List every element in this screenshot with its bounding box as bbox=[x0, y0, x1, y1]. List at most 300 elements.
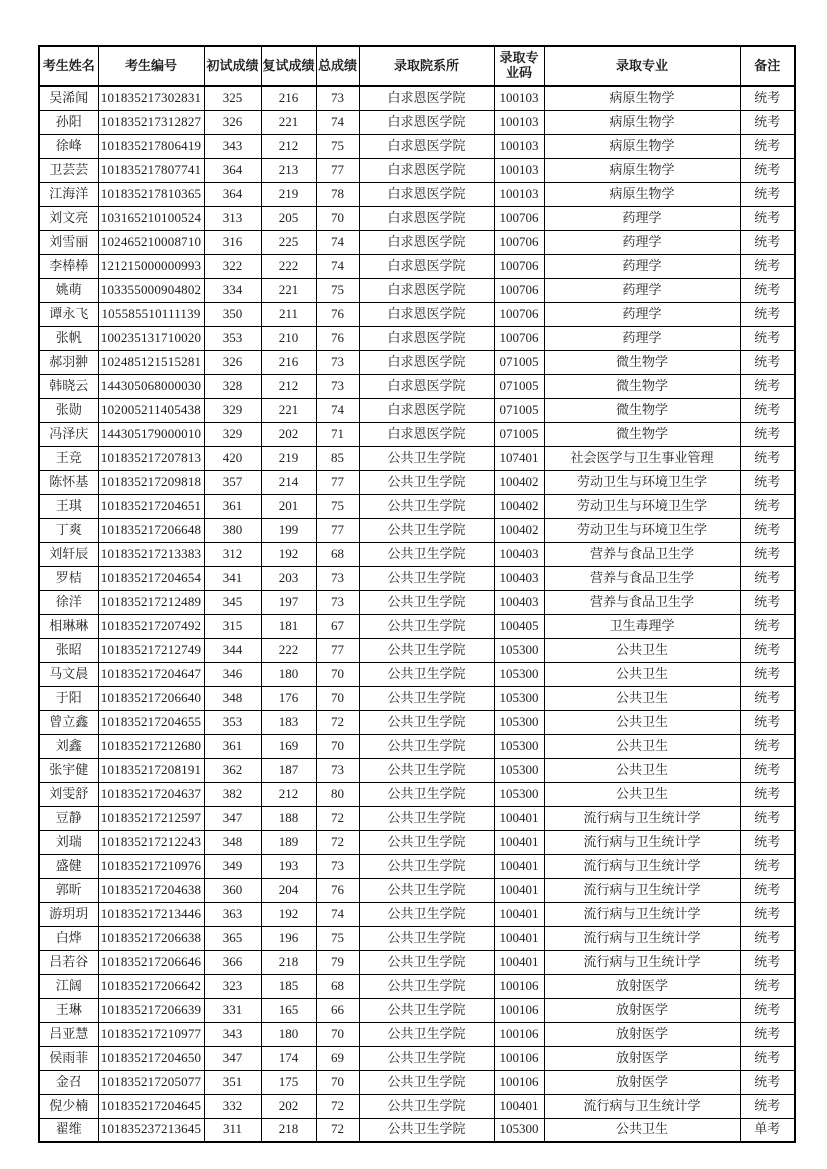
cell-s2: 204 bbox=[261, 878, 316, 902]
cell-note: 统考 bbox=[740, 878, 795, 902]
cell-total: 74 bbox=[316, 398, 359, 422]
cell-id: 101835217208191 bbox=[98, 758, 204, 782]
table-row bbox=[39, 206, 795, 230]
cell-s1: 326 bbox=[204, 110, 261, 134]
cell-note: 统考 bbox=[740, 734, 795, 758]
cell-major: 药理学 bbox=[544, 302, 740, 326]
cell-code: 100706 bbox=[494, 230, 544, 254]
cell-name: 郭昕 bbox=[39, 878, 98, 902]
table-row bbox=[39, 686, 795, 710]
cell-s1: 348 bbox=[204, 686, 261, 710]
cell-dept: 白求恩医学院 bbox=[359, 110, 494, 134]
cell-id: 100235131710020 bbox=[98, 326, 204, 350]
table-row bbox=[39, 1046, 795, 1070]
cell-total: 77 bbox=[316, 518, 359, 542]
column-header-note: 备注 bbox=[740, 46, 795, 86]
table-row bbox=[39, 806, 795, 830]
cell-name: 刘文亮 bbox=[39, 206, 98, 230]
table-row bbox=[39, 662, 795, 686]
cell-major: 放射医学 bbox=[544, 998, 740, 1022]
cell-s1: 347 bbox=[204, 1046, 261, 1070]
cell-note: 统考 bbox=[740, 86, 795, 110]
cell-name: 冯泽庆 bbox=[39, 422, 98, 446]
cell-name: 张昭 bbox=[39, 638, 98, 662]
cell-name: 刘鑫 bbox=[39, 734, 98, 758]
cell-name: 张帆 bbox=[39, 326, 98, 350]
cell-code: 100401 bbox=[494, 878, 544, 902]
column-header-name: 考生姓名 bbox=[39, 46, 98, 86]
cell-code: 100401 bbox=[494, 806, 544, 830]
cell-note: 统考 bbox=[740, 1046, 795, 1070]
table-row bbox=[39, 350, 795, 374]
cell-total: 70 bbox=[316, 1070, 359, 1094]
cell-note: 统考 bbox=[740, 638, 795, 662]
cell-dept: 公共卫生学院 bbox=[359, 638, 494, 662]
table-row bbox=[39, 110, 795, 134]
cell-s2: 183 bbox=[261, 710, 316, 734]
cell-major: 药理学 bbox=[544, 326, 740, 350]
cell-s1: 323 bbox=[204, 974, 261, 998]
table-row bbox=[39, 998, 795, 1022]
cell-dept: 公共卫生学院 bbox=[359, 590, 494, 614]
cell-code: 100106 bbox=[494, 998, 544, 1022]
cell-dept: 白求恩医学院 bbox=[359, 230, 494, 254]
cell-total: 80 bbox=[316, 782, 359, 806]
cell-total: 70 bbox=[316, 686, 359, 710]
cell-major: 流行病与卫生统计学 bbox=[544, 950, 740, 974]
table-row bbox=[39, 974, 795, 998]
cell-dept: 公共卫生学院 bbox=[359, 566, 494, 590]
cell-s1: 351 bbox=[204, 1070, 261, 1094]
cell-total: 74 bbox=[316, 254, 359, 278]
cell-major: 公共卫生 bbox=[544, 710, 740, 734]
cell-major: 劳动卫生与环境卫生学 bbox=[544, 518, 740, 542]
cell-s1: 347 bbox=[204, 806, 261, 830]
cell-dept: 公共卫生学院 bbox=[359, 446, 494, 470]
cell-dept: 公共卫生学院 bbox=[359, 710, 494, 734]
cell-note: 统考 bbox=[740, 710, 795, 734]
cell-major: 流行病与卫生统计学 bbox=[544, 902, 740, 926]
cell-id: 144305068000030 bbox=[98, 374, 204, 398]
cell-s1: 344 bbox=[204, 638, 261, 662]
cell-id: 101835217212749 bbox=[98, 638, 204, 662]
cell-s1: 361 bbox=[204, 734, 261, 758]
cell-name: 徐峰 bbox=[39, 134, 98, 158]
cell-s2: 216 bbox=[261, 350, 316, 374]
cell-s1: 316 bbox=[204, 230, 261, 254]
cell-note: 统考 bbox=[740, 1022, 795, 1046]
table-row bbox=[39, 278, 795, 302]
cell-dept: 白求恩医学院 bbox=[359, 158, 494, 182]
table-row bbox=[39, 422, 795, 446]
cell-code: 100403 bbox=[494, 566, 544, 590]
cell-s2: 187 bbox=[261, 758, 316, 782]
cell-total: 72 bbox=[316, 830, 359, 854]
cell-code: 100401 bbox=[494, 926, 544, 950]
cell-code: 105300 bbox=[494, 782, 544, 806]
cell-s1: 315 bbox=[204, 614, 261, 638]
cell-id: 101835217204650 bbox=[98, 1046, 204, 1070]
table-body bbox=[39, 86, 795, 1142]
cell-dept: 公共卫生学院 bbox=[359, 1118, 494, 1142]
cell-id: 101835217206638 bbox=[98, 926, 204, 950]
cell-s2: 222 bbox=[261, 638, 316, 662]
cell-s1: 331 bbox=[204, 998, 261, 1022]
table-row bbox=[39, 1094, 795, 1118]
table-row bbox=[39, 1070, 795, 1094]
cell-dept: 白求恩医学院 bbox=[359, 374, 494, 398]
cell-s1: 325 bbox=[204, 86, 261, 110]
cell-name: 翟维 bbox=[39, 1118, 98, 1142]
cell-s1: 343 bbox=[204, 134, 261, 158]
cell-note: 统考 bbox=[740, 926, 795, 950]
table-row bbox=[39, 566, 795, 590]
cell-name: 曾立鑫 bbox=[39, 710, 98, 734]
cell-major: 公共卫生 bbox=[544, 782, 740, 806]
table-row bbox=[39, 878, 795, 902]
cell-id: 144305179000010 bbox=[98, 422, 204, 446]
cell-dept: 白求恩医学院 bbox=[359, 254, 494, 278]
cell-s1: 362 bbox=[204, 758, 261, 782]
cell-code: 105300 bbox=[494, 662, 544, 686]
cell-s2: 218 bbox=[261, 1118, 316, 1142]
cell-note: 统考 bbox=[740, 662, 795, 686]
cell-s1: 382 bbox=[204, 782, 261, 806]
cell-code: 100401 bbox=[494, 830, 544, 854]
cell-id: 101835217312827 bbox=[98, 110, 204, 134]
cell-total: 70 bbox=[316, 662, 359, 686]
cell-total: 76 bbox=[316, 326, 359, 350]
cell-note: 统考 bbox=[740, 110, 795, 134]
cell-s1: 365 bbox=[204, 926, 261, 950]
cell-name: 陈怀基 bbox=[39, 470, 98, 494]
cell-note: 统考 bbox=[740, 302, 795, 326]
cell-s1: 329 bbox=[204, 422, 261, 446]
cell-id: 101835217204638 bbox=[98, 878, 204, 902]
table-row bbox=[39, 614, 795, 638]
cell-code: 107401 bbox=[494, 446, 544, 470]
cell-id: 101835217210977 bbox=[98, 1022, 204, 1046]
cell-name: 张宇健 bbox=[39, 758, 98, 782]
cell-id: 101835217204655 bbox=[98, 710, 204, 734]
cell-code: 100706 bbox=[494, 326, 544, 350]
cell-s1: 350 bbox=[204, 302, 261, 326]
cell-note: 统考 bbox=[740, 1070, 795, 1094]
cell-dept: 公共卫生学院 bbox=[359, 878, 494, 902]
cell-s1: 334 bbox=[204, 278, 261, 302]
table-row bbox=[39, 398, 795, 422]
cell-total: 72 bbox=[316, 710, 359, 734]
cell-code: 105300 bbox=[494, 710, 544, 734]
cell-name: 吴浠闻 bbox=[39, 86, 98, 110]
cell-dept: 公共卫生学院 bbox=[359, 902, 494, 926]
table-row bbox=[39, 758, 795, 782]
cell-note: 统考 bbox=[740, 902, 795, 926]
cell-major: 放射医学 bbox=[544, 1046, 740, 1070]
cell-name: 倪少楠 bbox=[39, 1094, 98, 1118]
cell-total: 76 bbox=[316, 878, 359, 902]
cell-s2: 176 bbox=[261, 686, 316, 710]
cell-s2: 221 bbox=[261, 110, 316, 134]
cell-s2: 185 bbox=[261, 974, 316, 998]
cell-total: 72 bbox=[316, 1094, 359, 1118]
cell-note: 统考 bbox=[740, 350, 795, 374]
cell-major: 微生物学 bbox=[544, 374, 740, 398]
cell-s2: 205 bbox=[261, 206, 316, 230]
cell-name: 江阔 bbox=[39, 974, 98, 998]
cell-s1: 364 bbox=[204, 158, 261, 182]
cell-id: 101835217206640 bbox=[98, 686, 204, 710]
cell-name: 郝羽翀 bbox=[39, 350, 98, 374]
cell-s1: 361 bbox=[204, 494, 261, 518]
cell-total: 73 bbox=[316, 374, 359, 398]
cell-s1: 311 bbox=[204, 1118, 261, 1142]
table-row bbox=[39, 86, 795, 110]
cell-major: 病原生物学 bbox=[544, 134, 740, 158]
cell-s1: 353 bbox=[204, 710, 261, 734]
cell-major: 病原生物学 bbox=[544, 110, 740, 134]
cell-major: 流行病与卫生统计学 bbox=[544, 854, 740, 878]
cell-dept: 白求恩医学院 bbox=[359, 326, 494, 350]
cell-major: 劳动卫生与环境卫生学 bbox=[544, 494, 740, 518]
cell-note: 统考 bbox=[740, 590, 795, 614]
cell-name: 李棒棒 bbox=[39, 254, 98, 278]
cell-note: 统考 bbox=[740, 230, 795, 254]
cell-s1: 360 bbox=[204, 878, 261, 902]
table-row bbox=[39, 734, 795, 758]
cell-total: 78 bbox=[316, 182, 359, 206]
cell-name: 吕亚慧 bbox=[39, 1022, 98, 1046]
table-row bbox=[39, 374, 795, 398]
cell-s2: 165 bbox=[261, 998, 316, 1022]
cell-name: 姚萌 bbox=[39, 278, 98, 302]
cell-dept: 公共卫生学院 bbox=[359, 686, 494, 710]
table-row bbox=[39, 710, 795, 734]
cell-note: 统考 bbox=[740, 158, 795, 182]
cell-total: 68 bbox=[316, 974, 359, 998]
cell-total: 74 bbox=[316, 110, 359, 134]
cell-s2: 193 bbox=[261, 854, 316, 878]
cell-id: 101835217204651 bbox=[98, 494, 204, 518]
cell-note: 统考 bbox=[740, 422, 795, 446]
cell-s2: 196 bbox=[261, 926, 316, 950]
cell-note: 统考 bbox=[740, 542, 795, 566]
cell-major: 劳动卫生与环境卫生学 bbox=[544, 470, 740, 494]
cell-s1: 357 bbox=[204, 470, 261, 494]
cell-name: 盛健 bbox=[39, 854, 98, 878]
cell-s2: 199 bbox=[261, 518, 316, 542]
cell-code: 100402 bbox=[494, 470, 544, 494]
cell-s2: 210 bbox=[261, 326, 316, 350]
cell-major: 公共卫生 bbox=[544, 638, 740, 662]
cell-note: 统考 bbox=[740, 950, 795, 974]
cell-s1: 312 bbox=[204, 542, 261, 566]
cell-id: 101835217212489 bbox=[98, 590, 204, 614]
cell-dept: 公共卫生学院 bbox=[359, 830, 494, 854]
cell-major: 公共卫生 bbox=[544, 686, 740, 710]
cell-s2: 221 bbox=[261, 278, 316, 302]
cell-code: 105300 bbox=[494, 1118, 544, 1142]
cell-name: 金召 bbox=[39, 1070, 98, 1094]
cell-dept: 公共卫生学院 bbox=[359, 974, 494, 998]
cell-code: 100403 bbox=[494, 590, 544, 614]
cell-code: 100103 bbox=[494, 134, 544, 158]
cell-name: 王竞 bbox=[39, 446, 98, 470]
cell-s2: 211 bbox=[261, 302, 316, 326]
cell-major: 公共卫生 bbox=[544, 1118, 740, 1142]
cell-major: 流行病与卫生统计学 bbox=[544, 878, 740, 902]
cell-code: 071005 bbox=[494, 374, 544, 398]
cell-s1: 313 bbox=[204, 206, 261, 230]
cell-major: 公共卫生 bbox=[544, 662, 740, 686]
cell-s2: 219 bbox=[261, 446, 316, 470]
cell-s2: 169 bbox=[261, 734, 316, 758]
column-header-total: 总成绩 bbox=[316, 46, 359, 86]
cell-note: 统考 bbox=[740, 398, 795, 422]
table-row bbox=[39, 470, 795, 494]
cell-name: 吕若谷 bbox=[39, 950, 98, 974]
cell-code: 100706 bbox=[494, 278, 544, 302]
cell-dept: 公共卫生学院 bbox=[359, 998, 494, 1022]
cell-s1: 343 bbox=[204, 1022, 261, 1046]
cell-dept: 白求恩医学院 bbox=[359, 134, 494, 158]
cell-note: 统考 bbox=[740, 758, 795, 782]
cell-major: 营养与食品卫生学 bbox=[544, 590, 740, 614]
cell-note: 统考 bbox=[740, 854, 795, 878]
cell-name: 刘雪丽 bbox=[39, 230, 98, 254]
cell-s2: 212 bbox=[261, 134, 316, 158]
cell-dept: 公共卫生学院 bbox=[359, 806, 494, 830]
table-row bbox=[39, 254, 795, 278]
cell-s2: 212 bbox=[261, 374, 316, 398]
cell-note: 统考 bbox=[740, 1094, 795, 1118]
cell-s1: 364 bbox=[204, 182, 261, 206]
cell-id: 103165210100524 bbox=[98, 206, 204, 230]
cell-s1: 363 bbox=[204, 902, 261, 926]
cell-name: 韩晓云 bbox=[39, 374, 98, 398]
cell-note: 统考 bbox=[740, 518, 795, 542]
cell-name: 孙阳 bbox=[39, 110, 98, 134]
table-row bbox=[39, 830, 795, 854]
cell-total: 73 bbox=[316, 350, 359, 374]
cell-s1: 345 bbox=[204, 590, 261, 614]
table-row bbox=[39, 134, 795, 158]
cell-major: 流行病与卫生统计学 bbox=[544, 830, 740, 854]
cell-s2: 189 bbox=[261, 830, 316, 854]
cell-dept: 白求恩医学院 bbox=[359, 182, 494, 206]
cell-note: 统考 bbox=[740, 998, 795, 1022]
cell-id: 101835217206642 bbox=[98, 974, 204, 998]
cell-code: 071005 bbox=[494, 398, 544, 422]
cell-total: 70 bbox=[316, 734, 359, 758]
table-row bbox=[39, 902, 795, 926]
cell-dept: 公共卫生学院 bbox=[359, 518, 494, 542]
cell-name: 王琳 bbox=[39, 998, 98, 1022]
table-row bbox=[39, 182, 795, 206]
cell-major: 药理学 bbox=[544, 254, 740, 278]
cell-dept: 白求恩医学院 bbox=[359, 350, 494, 374]
cell-total: 73 bbox=[316, 758, 359, 782]
cell-s1: 341 bbox=[204, 566, 261, 590]
cell-name: 于阳 bbox=[39, 686, 98, 710]
cell-s1: 329 bbox=[204, 398, 261, 422]
cell-s2: 225 bbox=[261, 230, 316, 254]
column-header-s2: 复试成绩 bbox=[261, 46, 316, 86]
cell-id: 101835217213383 bbox=[98, 542, 204, 566]
cell-s2: 192 bbox=[261, 902, 316, 926]
cell-note: 统考 bbox=[740, 686, 795, 710]
cell-total: 76 bbox=[316, 302, 359, 326]
cell-code: 100401 bbox=[494, 1094, 544, 1118]
cell-id: 101835217207492 bbox=[98, 614, 204, 638]
cell-id: 101835217212243 bbox=[98, 830, 204, 854]
cell-s1: 346 bbox=[204, 662, 261, 686]
header-row bbox=[39, 46, 795, 86]
cell-id: 101835237213645 bbox=[98, 1118, 204, 1142]
column-header-code: 录取专业码 bbox=[494, 46, 544, 86]
cell-major: 病原生物学 bbox=[544, 182, 740, 206]
cell-note: 统考 bbox=[740, 830, 795, 854]
cell-total: 75 bbox=[316, 278, 359, 302]
cell-code: 105300 bbox=[494, 686, 544, 710]
cell-id: 101835217209818 bbox=[98, 470, 204, 494]
cell-name: 张勋 bbox=[39, 398, 98, 422]
cell-id: 101835217302831 bbox=[98, 86, 204, 110]
cell-s2: 197 bbox=[261, 590, 316, 614]
cell-s2: 180 bbox=[261, 1022, 316, 1046]
cell-code: 071005 bbox=[494, 350, 544, 374]
cell-id: 102465210008710 bbox=[98, 230, 204, 254]
cell-major: 微生物学 bbox=[544, 398, 740, 422]
cell-s2: 222 bbox=[261, 254, 316, 278]
cell-note: 统考 bbox=[740, 254, 795, 278]
table-row bbox=[39, 542, 795, 566]
cell-note: 统考 bbox=[740, 206, 795, 230]
cell-dept: 公共卫生学院 bbox=[359, 734, 494, 758]
table-row bbox=[39, 926, 795, 950]
cell-id: 101835217205077 bbox=[98, 1070, 204, 1094]
cell-major: 公共卫生 bbox=[544, 758, 740, 782]
cell-id: 101835217204637 bbox=[98, 782, 204, 806]
cell-name: 相琳琳 bbox=[39, 614, 98, 638]
cell-note: 统考 bbox=[740, 566, 795, 590]
cell-total: 79 bbox=[316, 950, 359, 974]
cell-note: 统考 bbox=[740, 278, 795, 302]
cell-id: 101835217204654 bbox=[98, 566, 204, 590]
admission-table bbox=[38, 45, 796, 1143]
cell-s2: 188 bbox=[261, 806, 316, 830]
cell-code: 100103 bbox=[494, 182, 544, 206]
cell-s2: 219 bbox=[261, 182, 316, 206]
cell-total: 74 bbox=[316, 230, 359, 254]
cell-code: 100403 bbox=[494, 542, 544, 566]
column-header-major: 录取专业 bbox=[544, 46, 740, 86]
cell-s1: 420 bbox=[204, 446, 261, 470]
cell-total: 73 bbox=[316, 854, 359, 878]
cell-id: 101835217213446 bbox=[98, 902, 204, 926]
cell-name: 丁爽 bbox=[39, 518, 98, 542]
cell-dept: 公共卫生学院 bbox=[359, 1022, 494, 1046]
cell-code: 100402 bbox=[494, 494, 544, 518]
cell-total: 85 bbox=[316, 446, 359, 470]
cell-total: 77 bbox=[316, 470, 359, 494]
cell-code: 100401 bbox=[494, 854, 544, 878]
cell-name: 马文晨 bbox=[39, 662, 98, 686]
cell-s2: 180 bbox=[261, 662, 316, 686]
cell-id: 101835217206639 bbox=[98, 998, 204, 1022]
cell-major: 公共卫生 bbox=[544, 734, 740, 758]
cell-total: 77 bbox=[316, 638, 359, 662]
